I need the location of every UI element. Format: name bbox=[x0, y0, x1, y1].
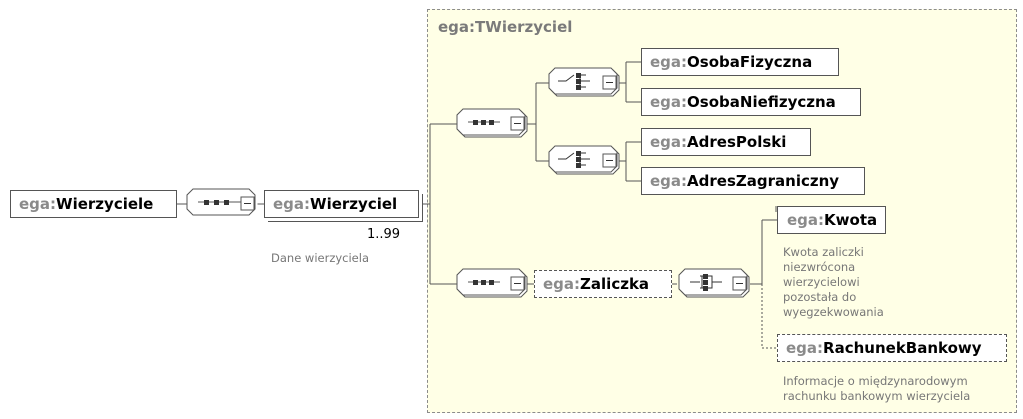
element-osoba-niefizyczna[interactable]: ega:OsobaNiefizyczna bbox=[641, 88, 861, 116]
documentation-wierzyciel: Dane wierzyciela bbox=[271, 251, 370, 265]
element-kwota[interactable]: ega:Kwota bbox=[777, 206, 886, 234]
element-adres-polski[interactable]: ega:AdresPolski bbox=[641, 128, 811, 156]
element-osoba-fizyczna[interactable]: ega:OsobaFizyczna bbox=[641, 48, 839, 76]
element-rachunek-bankowy[interactable]: ega:RachunekBankowy bbox=[777, 334, 1007, 362]
all-compositor bbox=[679, 269, 749, 297]
occurrence-label: 1..99 bbox=[367, 227, 401, 242]
choice-compositor-2 bbox=[549, 146, 619, 174]
documentation-kwota: Kwota zaliczki niezwrócona wierzycielowi pozostała do wyegzekwowania bbox=[783, 245, 884, 319]
sequence-compositor-1 bbox=[187, 189, 257, 217]
element-adres-zagraniczny[interactable]: ega:AdresZagraniczny bbox=[641, 167, 865, 195]
sequence-compositor-2 bbox=[457, 109, 527, 137]
element-wierzyciel[interactable]: ega:Wierzyciel bbox=[264, 190, 419, 218]
element-wierzyciele[interactable]: ega:Wierzyciele bbox=[10, 190, 177, 218]
documentation-rachunek-bankowy: Informacje o międzynarodowym rachunku bankowym wierzyciela bbox=[783, 374, 971, 403]
element-zaliczka[interactable]: ega:Zaliczka bbox=[534, 270, 672, 298]
complex-type-title: ega:TWierzyciel bbox=[438, 18, 573, 36]
sequence-compositor-3 bbox=[457, 269, 527, 297]
choice-compositor-1 bbox=[549, 68, 619, 96]
